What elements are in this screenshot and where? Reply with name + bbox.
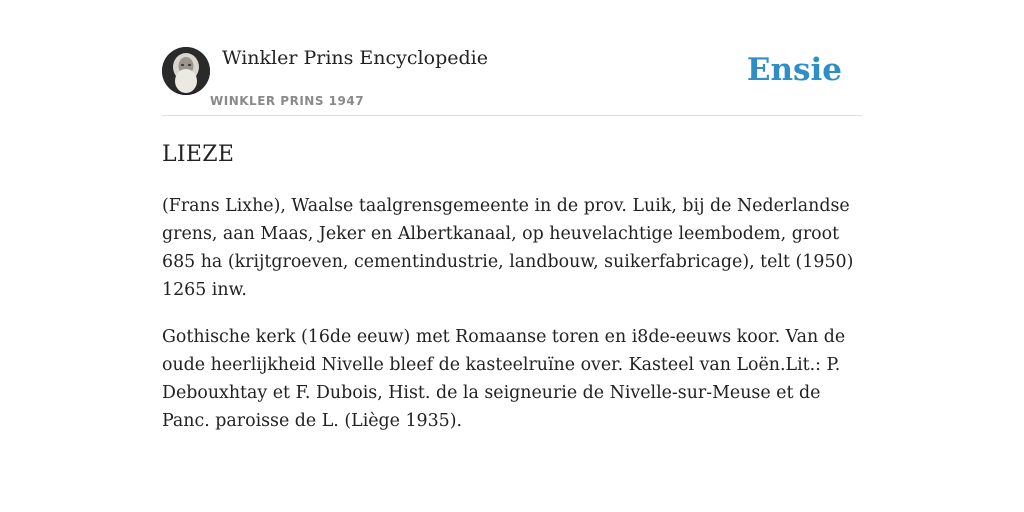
site-title[interactable]: Winkler Prins Encyclopedie xyxy=(222,47,488,69)
avatar[interactable] xyxy=(162,47,210,95)
article-paragraph: (Frans Lixhe), Waalse taalgrensgemeente in de prov. Luik, bij de Nederlandse grens, aan Maas, Jeker en Albertkanaal, op heuvelachtige leembodem, groot 685 ha (krijtgroeven, cementindustrie, landbouw, suikerfabricage), telt (1950) 1265 inw. xyxy=(162,196,854,300)
brand-logo[interactable]: Ensie xyxy=(746,52,842,88)
article xyxy=(162,138,864,454)
source-subtitle[interactable]: WINKLER PRINS 1947 xyxy=(210,94,365,108)
article-paragraph: Gothische kerk (16de eeuw) met Romaanse toren en i8de-eeuws koor. Van de oude heerlijkheid Nivelle bleef de kasteelruïne over. Kasteel van Loën.Lit.: P. Debouxhtay et F. Dubois, Hist. de la seigneurie de Nivelle-sur-Meuse et de Panc. paroisse de L. (Liège 1935). xyxy=(162,327,846,431)
header xyxy=(162,40,862,116)
article-title: LIEZE xyxy=(162,142,235,167)
portrait-image xyxy=(162,47,210,95)
